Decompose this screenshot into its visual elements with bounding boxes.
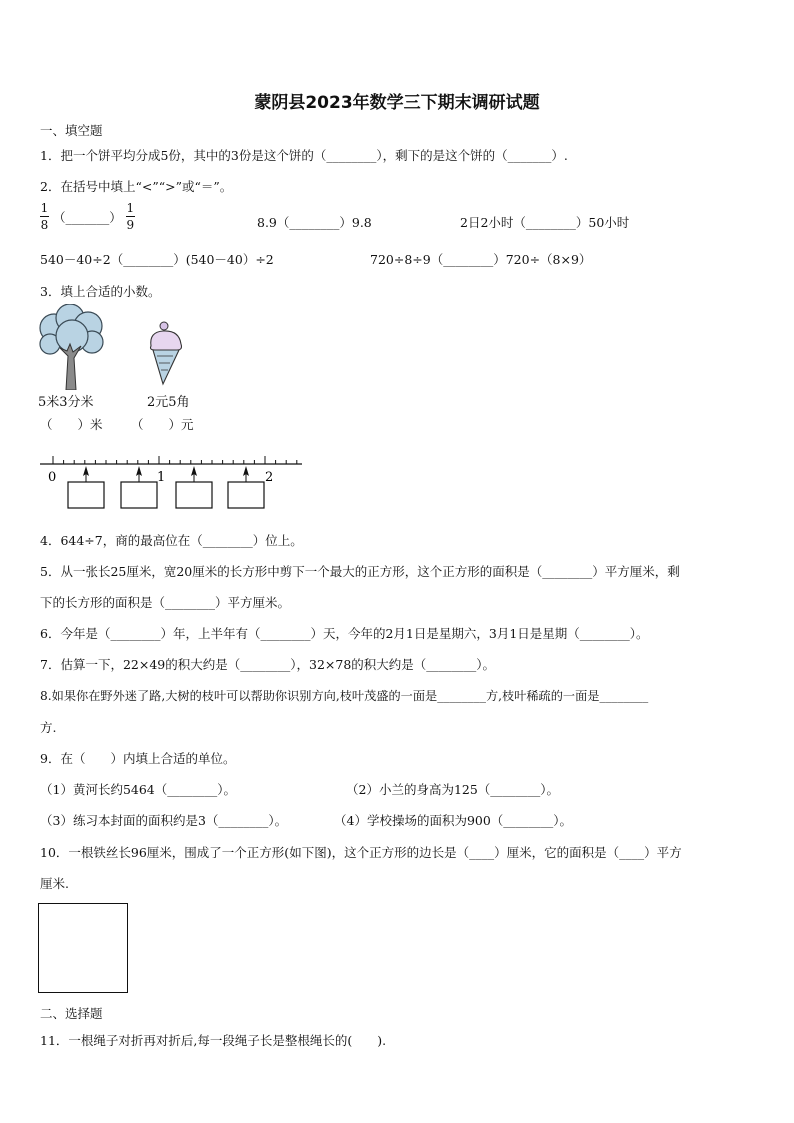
question-2-item-2: 8.9（________）9.8: [257, 215, 372, 230]
tree-illustration: [36, 304, 108, 390]
answer-box[interactable]: [176, 482, 212, 508]
fraction-numerator: 1: [40, 201, 49, 215]
tree-answer-blank[interactable]: （ ）米: [40, 417, 103, 432]
section-heading-fill-blanks: 一、填空题: [40, 123, 103, 138]
section-heading-multiple-choice: 二、选择题: [40, 1006, 103, 1021]
tree-caption: 5米3分米: [38, 395, 94, 410]
question-10-line-1: 10．一根铁丝长96厘米，围成了一个正方形(如下图)，这个正方形的边长是（____）厘米，它的面积是（____）平方: [40, 845, 682, 860]
question-10-line-2: 厘米.: [40, 876, 69, 891]
question-11: 11．一根绳子对折再对折后,每一段绳子长是整根绳长的( ).: [40, 1033, 387, 1048]
page-title: 蒙阴县2023年数学三下期末调研试题: [254, 93, 540, 113]
answer-blank[interactable]: （_______）: [53, 209, 122, 225]
fraction-numerator: 1: [126, 201, 135, 215]
question-5-line-1: 5．从一张长25厘米，宽20厘米的长方形中剪下一个最大的正方形，这个正方形的面积是（________）平方厘米，剩: [40, 564, 680, 579]
ice-cream-illustration: [143, 320, 191, 386]
question-9-item-3: （3）练习本封面的面积约是3（________）。: [40, 813, 288, 828]
question-9-item-4: （4）学校操场的面积为900（________）。: [334, 813, 573, 828]
ice-cream-answer-blank[interactable]: （ ）元: [131, 417, 194, 432]
question-9-item-1: （1）黄河长约5464（________）。: [40, 782, 237, 797]
question-2-stem: 2．在括号中填上“<”“>”或“＝”。: [40, 179, 233, 194]
ice-cream-caption: 2元5角: [147, 395, 190, 410]
question-5-line-2: 下的长方形的面积是（________）平方厘米。: [40, 595, 291, 610]
question-8-line-2: 方.: [40, 720, 57, 735]
question-8-line-1: 8.如果你在野外迷了路,大树的枝叶可以帮助你识别方向,枝叶茂盛的一面是________方,枝叶稀疏的一面是________: [40, 689, 649, 703]
fraction-one-eighth: [40, 201, 49, 232]
fraction-denominator: 9: [126, 218, 135, 232]
answer-box[interactable]: [121, 482, 157, 508]
number-line: [36, 452, 302, 512]
fraction-denominator: 8: [40, 218, 49, 232]
question-9-item-2: （2）小兰的身高为125（________）。: [346, 782, 560, 797]
question-2-fraction-compare: [40, 201, 135, 232]
question-1: 1．把一个饼平均分成5份，其中的3份是这个饼的（________），剩下的是这个饼的（_______）.: [40, 148, 568, 163]
question-2-item-5: 720÷8÷9（________）720÷（8×9）: [370, 252, 592, 267]
question-6: 6．今年是（________）年，上半年有（________）天，今年的2月1日是星期六，3月1日是星期（________）。: [40, 626, 649, 641]
question-7: 7．估算一下，22×49的积大约是（________），32×78的积大约是（________）。: [40, 657, 496, 672]
number-line-label-1: 1: [157, 470, 166, 485]
fraction-one-ninth: [126, 201, 135, 232]
question-3-stem: 3．填上合适的小数。: [40, 284, 161, 299]
question-2-item-4: 540－40÷2（________）(540－40）÷2: [40, 252, 274, 267]
answer-box[interactable]: [68, 482, 104, 508]
question-2-item-3: 2日2小时（________）50小时: [460, 215, 630, 230]
question-4: 4．644÷7，商的最高位在（________）位上。: [40, 533, 303, 548]
number-line-label-2: 2: [265, 470, 274, 485]
square-figure: [38, 903, 128, 993]
question-9-stem: 9．在（ ）内填上合适的单位。: [40, 751, 236, 766]
number-line-label-0: 0: [48, 470, 57, 485]
answer-box[interactable]: [228, 482, 264, 508]
